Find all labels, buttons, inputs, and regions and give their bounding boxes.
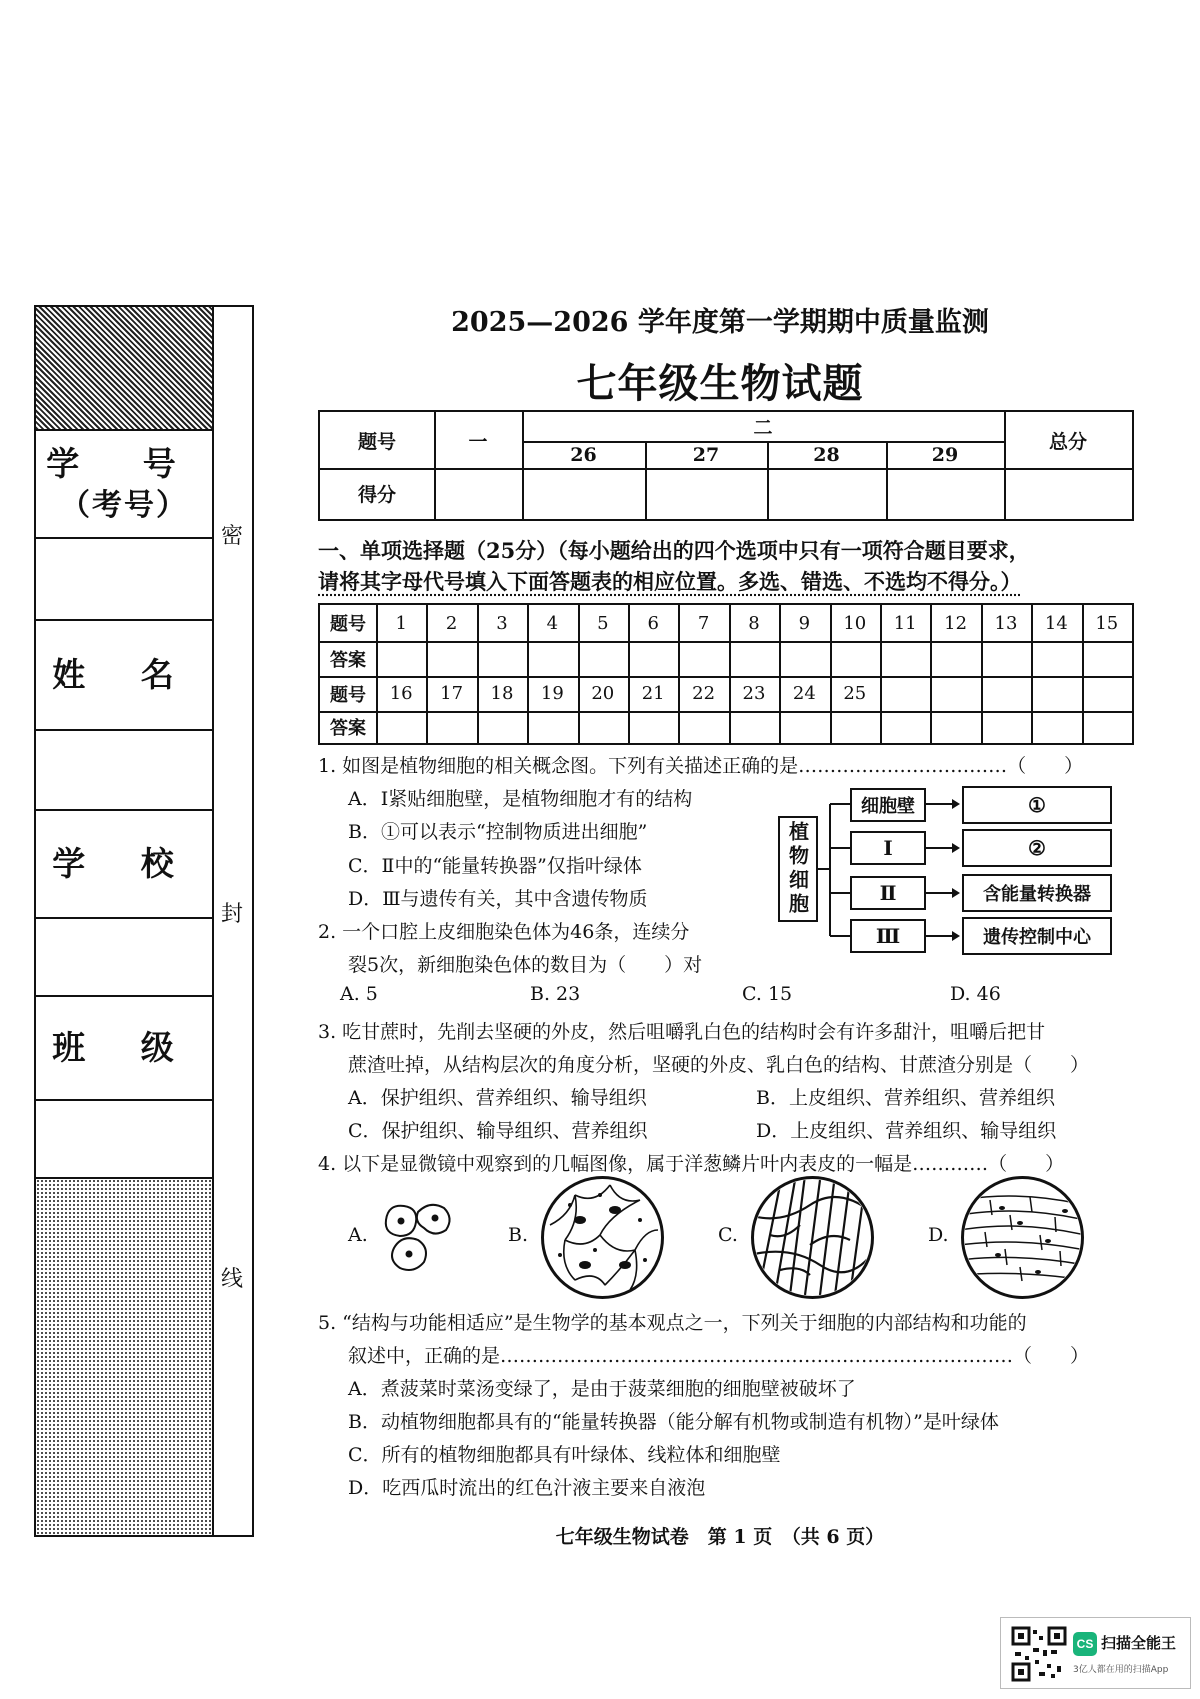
camscanner-logo-icon: CS	[1073, 1632, 1097, 1656]
q4-label-a: A.	[348, 1224, 368, 1246]
question-number-cell: 20	[591, 683, 615, 704]
question-number-cell: 25	[843, 683, 867, 704]
q3-option-d: D．上皮组织、营养组织、输导组织	[756, 1120, 1057, 1142]
question-number-cell: 16	[389, 683, 413, 704]
answer-col-line	[376, 605, 378, 743]
page-footer: 七年级生物试卷 第 1 页 （共 6 页）	[555, 1526, 885, 1548]
answer-cell[interactable]	[1082, 711, 1132, 743]
scanner-tagline: 3亿人都在用的扫描App	[1073, 1665, 1169, 1675]
score-part2: 二	[753, 417, 773, 439]
map-left-cell-wall: 细胞壁	[850, 788, 926, 822]
q2-option-d: D. 46	[950, 983, 1001, 1005]
answer-cell[interactable]	[527, 641, 577, 676]
answer-cell[interactable]	[678, 641, 728, 676]
q5-option-a: A．煮菠菜时菜汤变绿了，是由于菠菜细胞的细胞壁被破坏了	[348, 1378, 856, 1400]
question-number-cell: 10	[843, 612, 867, 634]
answer-col-line	[981, 605, 983, 743]
score-total: 总分	[1048, 430, 1087, 453]
answer-cell[interactable]	[678, 711, 728, 743]
question-number-cell: 19	[540, 683, 564, 704]
answer-cell[interactable]	[376, 711, 426, 743]
question-number-cell: 23	[742, 683, 766, 704]
micrograph-d-elongated-cells	[960, 1175, 1085, 1300]
subject-title: 七年级生物试题	[576, 360, 864, 407]
answer-cell[interactable]	[578, 711, 628, 743]
scanner-watermark	[1000, 1617, 1191, 1689]
qr-code-icon	[1011, 1626, 1067, 1682]
q5-option-d: D．吃西瓜时流出的红色汁液主要来自液泡	[348, 1477, 706, 1499]
name-label-text: 姓 名	[52, 654, 196, 694]
score-row2-label: 得分	[357, 484, 396, 506]
answer-cell[interactable]	[628, 641, 678, 676]
question-number-cell: 2	[445, 612, 458, 634]
map-right-3: 含能量转换器	[962, 874, 1112, 912]
answer-cell[interactable]	[527, 711, 577, 743]
student-id-label	[36, 429, 212, 537]
question-number-cell: 3	[496, 612, 508, 634]
q1-stem: 1. 如图是植物细胞的相关概念图。下列有关描述正确的是……………………………（ ）	[318, 755, 1084, 777]
score-sub-28: 28	[813, 443, 840, 466]
answer-col-line	[477, 605, 479, 743]
micrograph-a-cheek-cells	[380, 1198, 460, 1278]
q2-stem-2: 裂5次，新细胞染色体的数目为（ ）对	[348, 954, 703, 976]
answer-table	[318, 603, 1134, 745]
map-right-4: 遗传控制中心	[962, 917, 1112, 955]
question-number-cell: 7	[697, 612, 710, 634]
student-id-field[interactable]	[36, 537, 212, 619]
answer-cell[interactable]	[779, 641, 829, 676]
answer-cell[interactable]	[830, 641, 880, 676]
map-root: 植物细胞	[778, 816, 818, 922]
question-number-cell: 4	[546, 612, 559, 634]
map-right-2: ②	[962, 829, 1112, 867]
question-number-cell	[1082, 676, 1132, 711]
answer-cell[interactable]	[426, 711, 476, 743]
micrograph-c-dense-tissue	[750, 1175, 875, 1300]
answer-cell[interactable]	[880, 641, 930, 676]
question-number-cell: 6	[647, 612, 659, 634]
question-number-cell	[1031, 676, 1081, 711]
question-number-cell: 14	[1044, 612, 1068, 634]
scanner-app-name: 扫描全能王	[1101, 1634, 1177, 1652]
score-header-label: 题号	[357, 430, 396, 453]
answer-cell[interactable]	[477, 641, 527, 676]
answer-cell[interactable]	[477, 711, 527, 743]
student-id-text: 学 号	[46, 444, 202, 484]
question-number-cell: 17	[440, 683, 464, 704]
answer-col-line	[527, 605, 529, 743]
seal-char-mi: 密	[220, 524, 243, 549]
name-field[interactable]	[36, 729, 212, 809]
q1-option-a: A．Ⅰ紧贴细胞壁，是植物细胞才有的结构	[348, 788, 693, 810]
score-part1: 一	[468, 430, 488, 453]
answer-col-line	[779, 605, 781, 743]
answer-col-line	[729, 605, 731, 743]
q5-option-b: B．动植物细胞都具有的“能量转换器（能分解有机物或制造有机物）”是叶绿体	[348, 1411, 999, 1433]
answer-cell[interactable]	[1031, 711, 1081, 743]
q5-stem-2: 叙述中，正确的是………………………………………………………………………（ ）	[348, 1345, 1090, 1367]
map-left-3: Ⅲ	[850, 919, 926, 953]
q4-label-b: B.	[508, 1224, 529, 1246]
score-sub-29: 29	[931, 443, 959, 466]
q2-option-c: C. 15	[742, 983, 793, 1005]
answer-cell[interactable]	[1082, 641, 1132, 676]
answer-row-label-answer: 答案	[330, 649, 366, 671]
answer-cell[interactable]	[426, 641, 476, 676]
exam-title: 2025—2026 学年度第一学期期中质量监测	[451, 307, 989, 338]
question-number-cell: 18	[490, 683, 514, 704]
answer-row-label-number: 题号	[330, 684, 366, 706]
answer-cell[interactable]	[880, 711, 930, 743]
answer-col-line	[880, 605, 882, 743]
question-number-cell: 9	[798, 612, 811, 634]
map-right-1: ①	[962, 786, 1112, 824]
seal-char-xian: 线	[220, 1267, 243, 1292]
score-sub-26: 26	[570, 443, 597, 466]
question-number-cell: 1	[395, 612, 407, 634]
answer-cell[interactable]	[830, 711, 880, 743]
question-number-cell	[981, 676, 1031, 711]
answer-cell[interactable]	[981, 711, 1031, 743]
question-number-cell	[930, 676, 980, 711]
question-number-cell: 5	[597, 612, 609, 634]
school-label-text: 学 校	[52, 843, 196, 883]
answer-col-line	[930, 605, 932, 743]
question-number-cell: 22	[692, 683, 716, 704]
dotted-block-bottom	[36, 1177, 212, 1535]
answer-cell[interactable]	[376, 641, 426, 676]
question-number-cell: 24	[792, 683, 816, 704]
question-number-cell: 15	[1095, 612, 1119, 634]
section1-heading-2: 请将其字母代号填入下面答题表的相应位置。多选、错选、不选均不得分。）	[318, 569, 1022, 594]
q3-option-c: C．保护组织、输导组织、营养组织	[348, 1120, 648, 1142]
binding-column	[34, 305, 254, 1537]
answer-cell[interactable]	[930, 641, 980, 676]
answer-col-line	[1082, 605, 1084, 743]
seal-char-feng: 封	[220, 902, 243, 927]
score-table	[318, 410, 1134, 521]
question-number-cell	[880, 676, 930, 711]
class-field[interactable]	[36, 1099, 212, 1177]
q3-stem-2: 蔗渣吐掉，从结构层次的角度分析，坚硬的外皮、乳白色的结构、甘蔗渣分别是（ ）	[348, 1054, 1090, 1076]
question-number-cell: 12	[944, 612, 968, 634]
school-label	[36, 809, 212, 917]
answer-row-label-number: 题号	[330, 614, 366, 635]
answer-cell[interactable]	[729, 641, 779, 676]
q5-option-c: C．所有的植物细胞都具有叶绿体、线粒体和细胞壁	[348, 1444, 781, 1466]
score-row-divider	[320, 468, 1132, 470]
score-sub-27: 27	[692, 443, 720, 466]
question-number-cell: 13	[994, 612, 1018, 634]
q1-option-c: C．Ⅱ中的“能量转换器”仅指叶绿体	[348, 855, 642, 877]
answer-col-line	[578, 605, 580, 743]
name-label	[36, 619, 212, 729]
answer-col-line	[1031, 605, 1033, 743]
q1-option-d: D．Ⅲ与遗传有关，其中含遗传物质	[348, 888, 648, 910]
q3-stem-1: 3. 吃甘蔗时，先削去坚硬的外皮，然后咀嚼乳白色的结构时会有许多甜汁，咀嚼后把甘	[318, 1021, 1046, 1043]
question-number-cell: 21	[641, 683, 665, 704]
question-number-cell: 8	[748, 612, 760, 634]
q1-concept-map	[778, 780, 1128, 960]
class-label-text: 班 级	[52, 1027, 196, 1067]
answer-col-line	[678, 605, 680, 743]
seal-line-strip	[214, 305, 254, 1537]
q2-option-a: A. 5	[340, 983, 378, 1005]
hatched-block-top	[36, 307, 212, 429]
binding-fields	[34, 305, 214, 1537]
q3-option-b: B．上皮组织、营养组织、营养组织	[756, 1087, 1055, 1109]
exam-id-text: （考号）	[60, 487, 188, 523]
answer-cell[interactable]	[578, 641, 628, 676]
answer-row-label-answer: 答案	[330, 718, 366, 739]
q2-stem-1: 2. 一个口腔上皮细胞染色体为46条，连续分	[318, 921, 690, 943]
answer-col-line	[628, 605, 630, 743]
q4-label-d: D.	[928, 1224, 949, 1246]
q4-stem: 4. 以下是显微镜中观察到的几幅图像，属于洋葱鳞片叶内表皮的一幅是…………（ ）	[318, 1153, 1065, 1175]
answer-cell[interactable]	[729, 711, 779, 743]
class-label	[36, 995, 212, 1099]
school-field[interactable]	[36, 917, 212, 995]
q1-option-b: B．①可以表示“控制物质进出细胞”	[348, 821, 648, 843]
q2-option-b: B. 23	[530, 983, 581, 1005]
answer-col-line	[426, 605, 428, 743]
section1-heading-1: 一、单项选择题（25分）（每小题给出的四个选项中只有一项符合题目要求，	[318, 538, 1030, 563]
q3-option-a: A．保护组织、营养组织、输导组织	[348, 1087, 647, 1109]
answer-cell[interactable]	[628, 711, 678, 743]
answer-cell[interactable]	[1031, 641, 1081, 676]
q5-stem-1: 5. “结构与功能相适应”是生物学的基本观点之一，下列关于细胞的内部结构和功能的	[318, 1312, 1027, 1334]
answer-cell[interactable]	[981, 641, 1031, 676]
map-left-2: Ⅱ	[850, 876, 926, 910]
q4-label-c: C.	[718, 1224, 738, 1246]
answer-col-line	[830, 605, 832, 743]
answer-cell[interactable]	[930, 711, 980, 743]
answer-cell[interactable]	[779, 711, 829, 743]
question-number-cell: 11	[893, 612, 917, 634]
map-left-1: Ⅰ	[850, 831, 926, 865]
micrograph-b-leaf-cells	[540, 1175, 665, 1300]
